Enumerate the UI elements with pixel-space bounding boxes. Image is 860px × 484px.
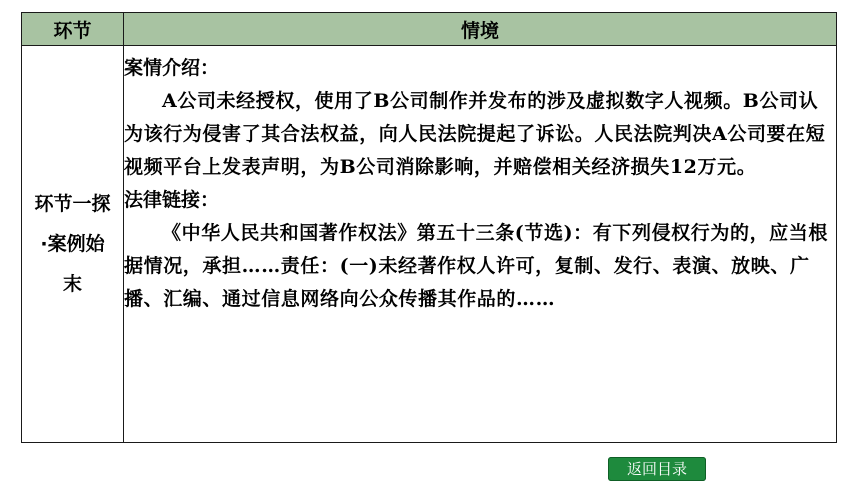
case-table	[21, 12, 837, 443]
law-link-title: 法律链接：	[124, 189, 220, 211]
law-link-text: 《中华人民共和国著作权法》第五十三条(节选)：有下列侵权行为的，应当根据情况，承担……责任：(一)未经著作权人许可，复制、发行、表演、放映、广播、汇编、通过信息网络向公众传播其作品的……	[124, 222, 828, 310]
back-to-contents-button[interactable]: 返回目录	[608, 457, 706, 481]
header-stage: 环节	[22, 13, 124, 46]
context-cell	[124, 46, 837, 443]
stage-label	[22, 46, 124, 443]
case-intro-text: A公司未经授权，使用了B公司制作并发布的涉及虚拟数字人视频。B公司认为该行为侵害了其合法权益，向人民法院提起了诉讼。人民法院判决A公司要在短视频平台上发表声明，为B公司消除影响，并赔偿相关经济损失12万元。	[124, 90, 826, 178]
case-intro-title: 案情介绍：	[124, 57, 220, 79]
stage-label-text: 环节一探·案例始末	[34, 193, 111, 295]
header-context: 情境	[124, 13, 837, 46]
